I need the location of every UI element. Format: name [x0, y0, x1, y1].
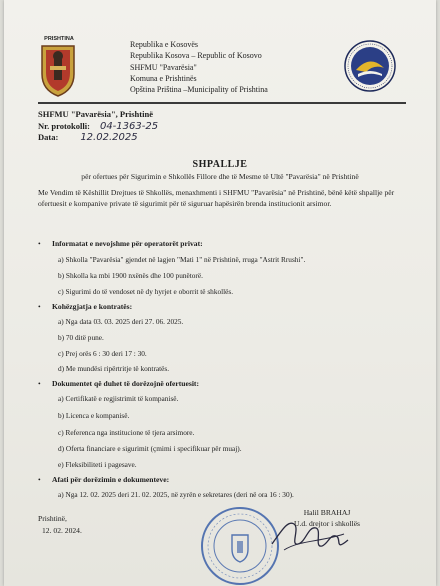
- list-item: d) Oferta financiare e sigurimit (çmimi i specifikuar për muaj).: [58, 444, 242, 453]
- document-title: SHPALLJE: [192, 159, 248, 170]
- list-item: a) Nga 12. 02. 2025 deri 21. 02. 2025, në zyrën e sekretares (deri në ora 16 : 30).: [58, 490, 294, 499]
- document-meta: [38, 109, 158, 144]
- section-heading: • Dokumentet që duhet të dorëzojnë ofertuesit:: [38, 379, 199, 388]
- document-page: [4, 0, 436, 586]
- intro-paragraph: Me Vendim të Këshillit Drejtues të Shkollës, menaxhmenti i SHFMU "Pavarësia" në Prishtinë, bënë këtë shpallje për ofertuesit e kompanive private të sigurimit për të siguruar hapësirën brenda institucionit arsimor.: [38, 188, 395, 208]
- list-item: c) Prej orës 6 : 30 deri 17 : 30.: [58, 349, 147, 358]
- header-line: Republika e Kosovës: [130, 40, 198, 49]
- logo-left-title: PRISHTINA: [44, 36, 74, 42]
- section-heading: • Kohëzgjatja e kontratës:: [38, 302, 133, 311]
- institution-header: [130, 39, 330, 95]
- signatory-name: Halil BRAHAJ: [303, 508, 351, 517]
- document-subtitle: për ofertues për Sigurimin e Shkollës Fillore dhe të Mesme të Ultë "Pavarësia" në Prishtinë: [81, 172, 359, 181]
- school-name: SHFMU "Pavarësia", Prishtinë: [38, 109, 153, 119]
- sign-date: 12. 02. 2024.: [42, 526, 82, 535]
- protocol-number: 04-1363-25: [99, 120, 159, 132]
- list-item: c) Referenca nga institucione të tjera arsimore.: [58, 428, 195, 437]
- sign-city: Prishtinë,: [38, 514, 67, 523]
- list-item: a) Nga data 03. 03. 2025 deri 27. 06. 2025.: [58, 317, 184, 326]
- header-line: Opština Priština –Municipality of Prishtina: [130, 85, 268, 95]
- list-item: c) Sigurimi do të vendoset në dy hyrjet e oborrit të shkollës.: [58, 287, 234, 296]
- list-item: b) Licenca e kompanisë.: [58, 411, 130, 420]
- document-date: 12.02.2025: [80, 132, 138, 143]
- list-item: a) Certifikatë e regjistrimit të kompanisë.: [58, 394, 179, 403]
- header-line: Republika Kosova – Republic of Kosovo: [130, 51, 262, 61]
- list-item: d) Me mundësi ripërtritje të kontratës.: [58, 364, 170, 373]
- header-line: SHFMU "Pavarësia": [130, 62, 197, 72]
- list-item: a) Shkolla "Pavarësia" gjendet në lagjen "Mati 1" në Prishtinë, rruga "Astrit Rrushi".: [58, 255, 306, 264]
- prishtina-coat-of-arms-icon: [40, 44, 76, 98]
- place-date-block: [38, 513, 82, 537]
- date-label: Data:: [38, 132, 59, 142]
- signatory-role: U.d. drejtor i shkollës: [294, 518, 361, 528]
- list-item: b) Shkolla ka mbi 1900 nxënës dhe 100 punëtorë.: [58, 271, 203, 280]
- list-item: e) Fleksibiliteti i pagesave.: [58, 460, 137, 469]
- header-line: Komuna e Prishtinës: [130, 73, 197, 83]
- school-logo-icon: [344, 40, 396, 92]
- section-heading: • Afati për dorëzimin e dokumenteve:: [38, 475, 170, 484]
- section-heading: • Informatat e nevojshme për operatorët privat:: [38, 239, 203, 248]
- header-divider: [38, 102, 406, 104]
- list-item: b) 70 ditë pune.: [58, 333, 104, 342]
- protocol-label: Nr. protokolli:: [38, 120, 90, 131]
- signatory-block: [294, 508, 360, 529]
